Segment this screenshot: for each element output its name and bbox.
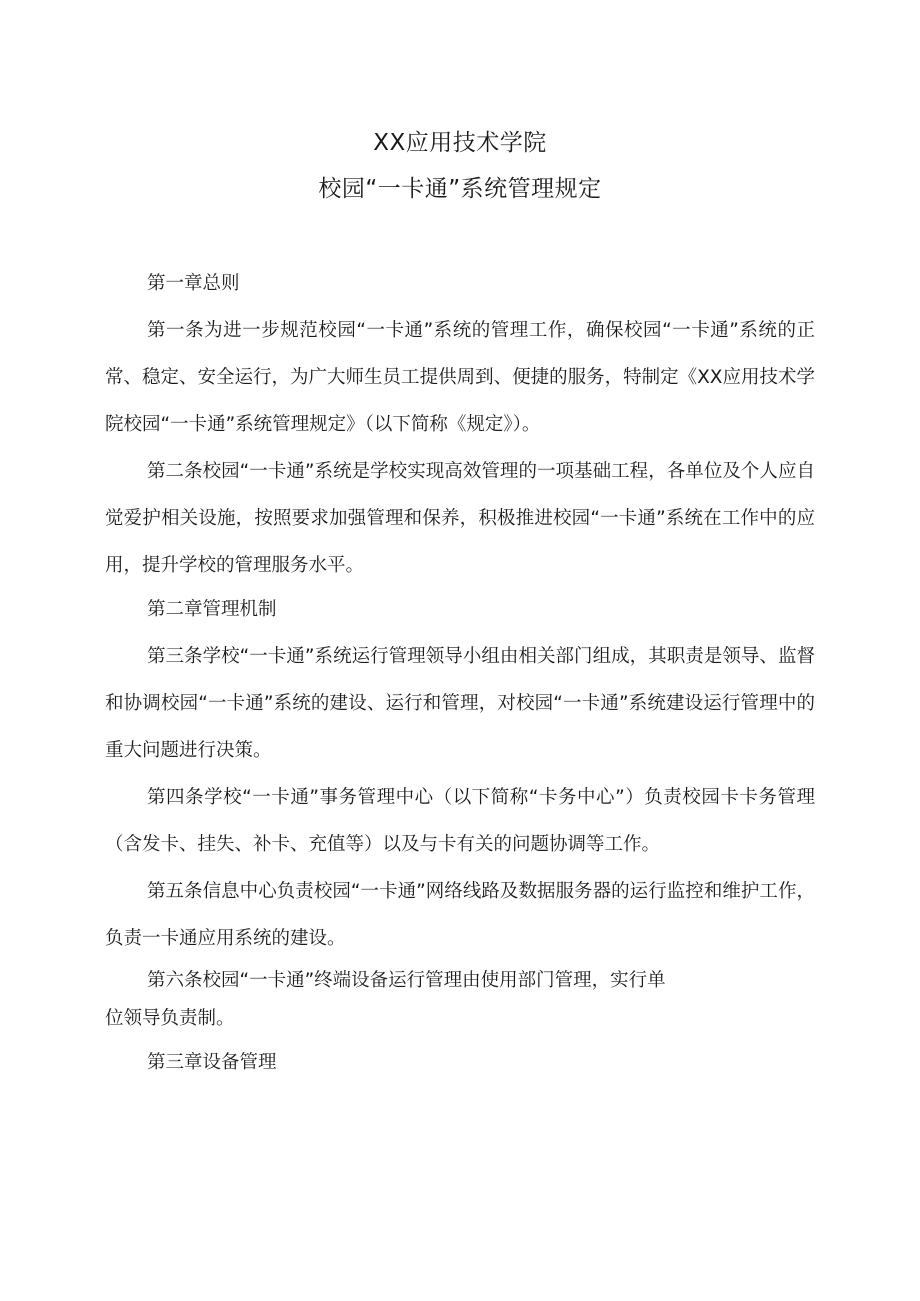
article-paragraph: 第五条信息中心负责校园“一卡通”网络线路及数据服务器的运行监控和维护工作，负责一卡通应用系统的建设。 bbox=[105, 881, 815, 949]
article-paragraph bbox=[105, 962, 815, 1038]
document-title bbox=[0, 120, 920, 212]
article-line: 位领导负责制。 bbox=[105, 1008, 235, 1029]
article-paragraph: 第二条校园“一卡通”系统是学校实现高效管理的一项基础工程，各单位及个人应自觉爱护相关设施，按照要求加强管理和保养，积极推进校园“一卡通”系统在工作中的应用，提升学校的管理服务水平。 bbox=[105, 461, 815, 576]
chapter-heading: 第一章总则 bbox=[147, 273, 240, 294]
article-paragraph: 第三条学校“一卡通”系统运行管理领导小组由相关部门组成，其职责是领导、监督和协调校园“一卡通”系统的建设、运行和管理，对校园“一卡通”系统建设运行管理中的重大问题进行决策。 bbox=[105, 646, 815, 761]
chapter-heading: 第二章管理机制 bbox=[147, 599, 277, 620]
chapter-heading: 第三章设备管理 bbox=[147, 1052, 277, 1073]
article-paragraph: 第一条为进一步规范校园“一卡通”系统的管理工作，确保校园“一卡通”系统的正常、稳定、安全运行，为广大师生员工提供周到、便捷的服务，特制定《XX应用技术学院校园“一卡通”系统管理规定》（以下简称《规定》）。 bbox=[105, 320, 815, 435]
title-regulation: 校园“一卡通”系统管理规定 bbox=[318, 176, 602, 202]
article-line: 第六条校园“一卡通”终端设备运行管理由使用部门管理，实行单 bbox=[147, 970, 666, 991]
title-institution: XX应用技术学院 bbox=[373, 130, 547, 156]
article-paragraph: 第四条学校“一卡通”事务管理中心（以下简称“卡务中心”）负责校园卡卡务管理（含发卡、挂失、补卡、充值等）以及与卡有关的问题协调等工作。 bbox=[105, 787, 815, 855]
document-body bbox=[105, 265, 815, 1086]
